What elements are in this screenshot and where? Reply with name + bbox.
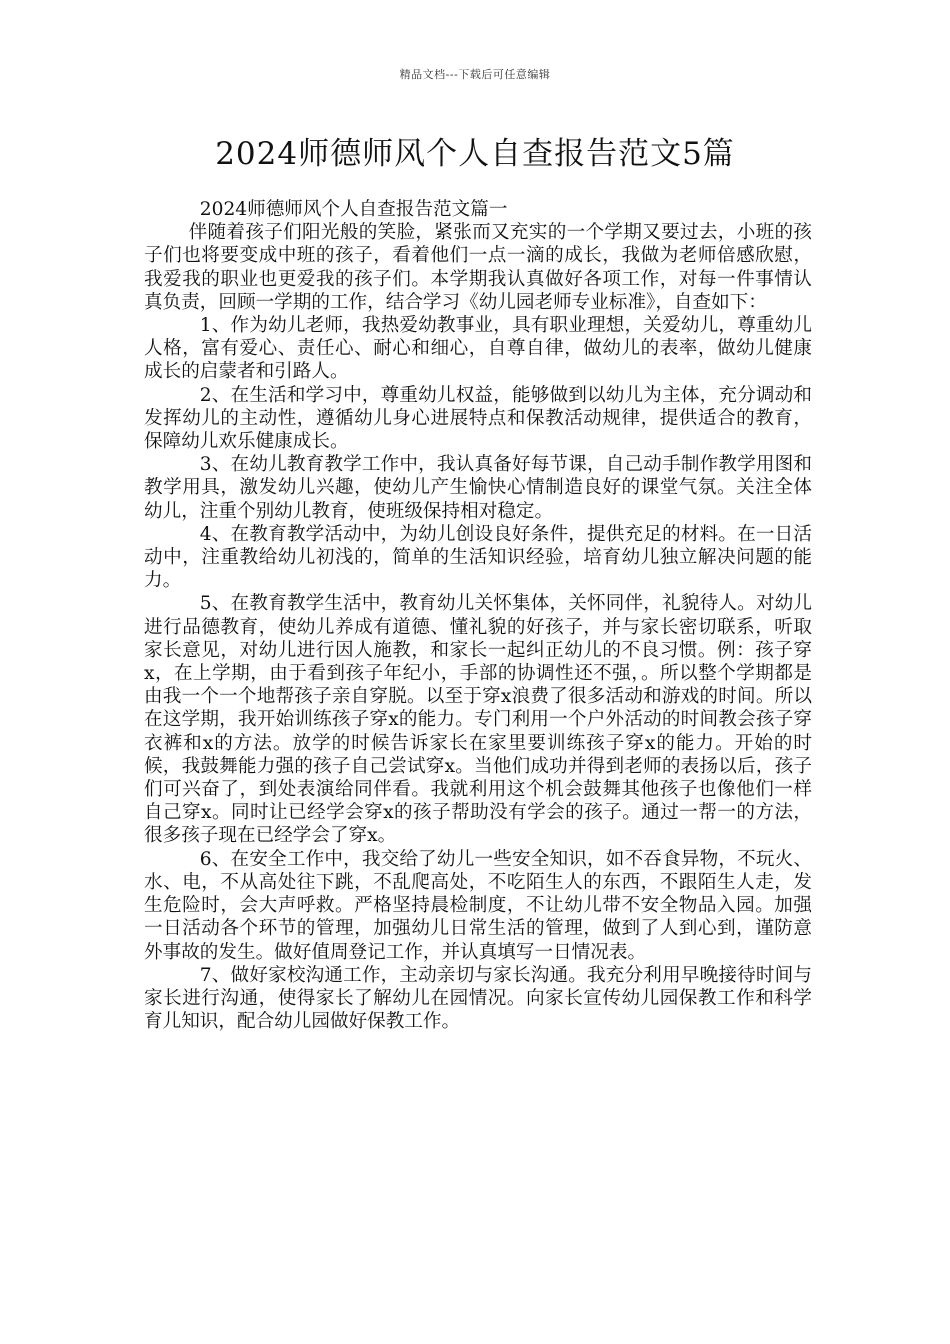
item-paragraph-4: 4、在教育教学活动中，为幼儿创设良好条件，提供充足的材料。在一日活动中，注重教给幼儿初浅的，简单的生活知识经验，培育幼儿独立解决问题的能力。 [144,523,812,592]
item-paragraph-7: 7、做好家校沟通工作，主动亲切与家长沟通。我充分利用早晚接待时间与家长进行沟通，使得家长了解幼儿在园情况。向家长宣传幼儿园保教工作和科学育儿知识，配合幼儿园做好保教工作。 [144,964,812,1033]
document-body [144,198,812,1033]
item-paragraph-2: 2、在生活和学习中，尊重幼儿权益，能够做到以幼儿为主体，充分调动和发挥幼儿的主动性，遵循幼儿身心进展特点和保教活动规律，提供适合的教育，保障幼儿欢乐健康成长。 [144,384,812,453]
intro-paragraph: 伴随着孩子们阳光般的笑脸，紧张而又充实的一个学期又要过去，小班的孩子们也将要变成中班的孩子，看着他们一点一滴的成长，我做为老师倍感欣慰，我爱我的职业也更爱我的孩子们。本学期我认真做好各项工作，对每一件事情认真负责，回顾一学期的工作，结合学习《幼儿园老师专业标准》，自查如下： [144,222,812,313]
item-paragraph-1: 1、作为幼儿老师，我热爱幼教事业，具有职业理想，关爱幼儿，尊重幼儿人格，富有爱心、责任心、耐心和细心，自尊自律，做幼儿的表率，做幼儿健康成长的启蒙者和引路人。 [144,315,812,383]
section-subheading: 2024师德师风个人自查报告范文篇一 [199,199,508,220]
document-title: 2024师德师风个人自查报告范文5篇 [215,136,735,172]
item-paragraph-6: 6、在安全工作中，我交给了幼儿一些安全知识，如不吞食异物，不玩火、水、电，不从高处往下跳，不乱爬高处，不吃陌生人的东西，不跟陌生人走，发生危险时，会大声呼救。严格坚持晨检制度，不让幼儿带不安全物品入园。加强一日活动各个环节的管理，加强幼儿日常生活的管理，做到了人到心到，谨防意外事故的发生。做好值周登记工作，并认真填写一日情况表。 [144,848,812,963]
item-paragraph-5: 5、在教育教学生活中，教育幼儿关怀集体，关怀同伴，礼貌待人。对幼儿进行品德教育，使幼儿养成有道德、懂礼貌的好孩子，并与家长密切联系，听取家长意见，对幼儿进行因人施教，和家长一起纠正幼儿的不良习惯。例：孩子穿x，在上学期，由于看到孩子年纪小，手部的协调性还不强，。所以整个学期都是由我一个一个地帮孩子亲自穿脱。以至于穿x浪费了很多活动和游戏的时间。所以在这学期，我开始训练孩子穿x的能力。专门利用一个户外活动的时间教会孩子穿衣裤和x的方法。放学的时候告诉家长在家里要训练孩子穿x的能力。开始的时候，我鼓舞能力强的孩子自己尝试穿x。当他们成功并得到老师的表扬以后，孩子们可兴奋了，到处表演给同伴看。我就利用这个机会鼓舞其他孩子也像他们一样自己穿x。同时让已经学会穿x的孩子帮助没有学会的孩子。通过一帮一的方法，很多孩子现在已经学会了穿x。 [144,593,812,847]
document-header-note: 精品文档---下载后可任意编辑 [399,68,551,81]
item-paragraph-3: 3、在幼儿教育教学工作中，我认真备好每节课，自己动手制作教学用图和教学用具，激发幼儿兴趣，使幼儿产生愉快心情制造良好的课堂气氛。关注全体幼儿，注重个别幼儿教育，使班级保持相对稳定。 [144,454,812,522]
